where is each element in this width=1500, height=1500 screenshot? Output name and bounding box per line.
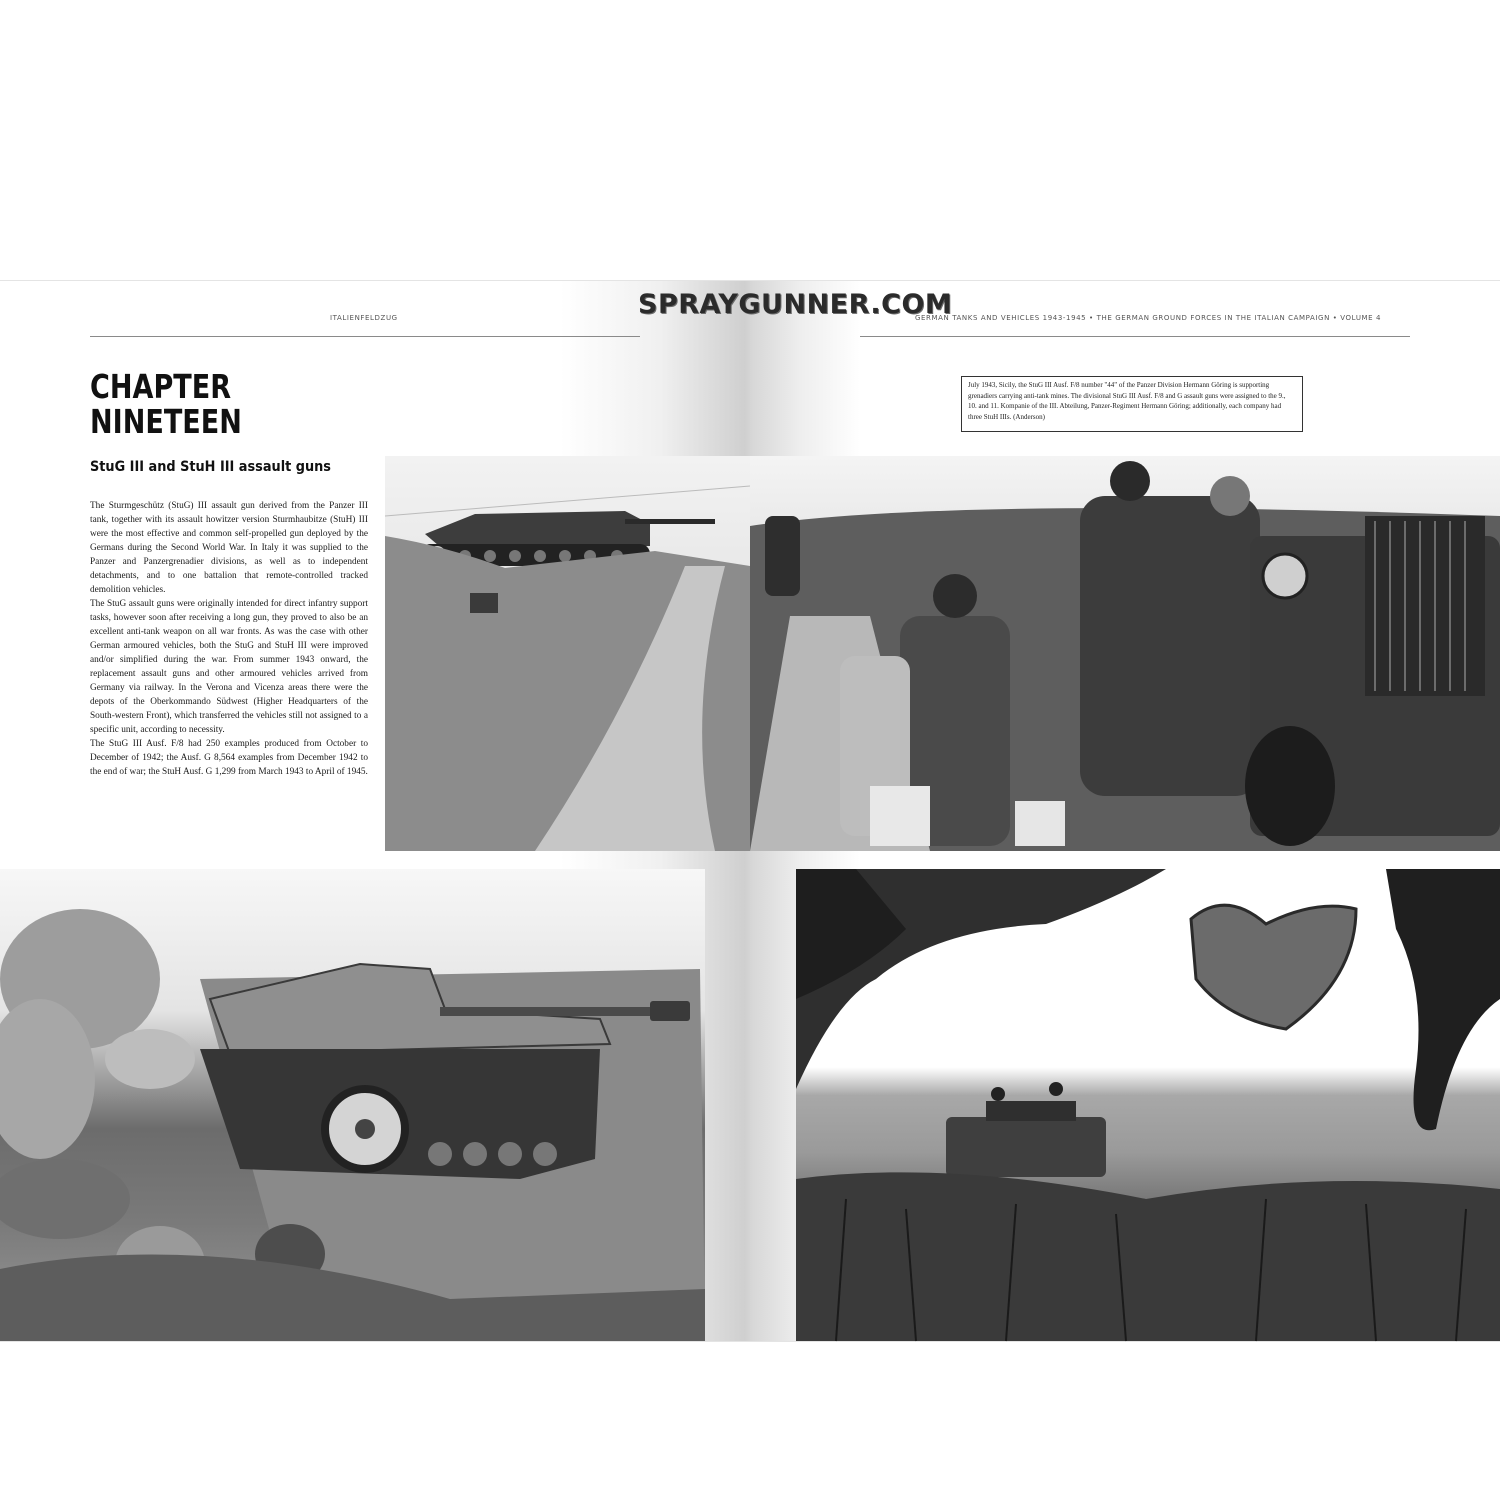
chapter-title-line-1: CHAPTER [90,367,232,406]
left-header-rule [90,336,640,337]
body-paragraph: The StuG assault guns were originally intended for direct infantry support tasks, however soon after receiving a long gun, they proved to also be an excellent anti-tank weapon on all war fronts. As was the case with other German armoured vehicles, both the StuG and StuH III were improved and/or simplified during the war. From summer 1943 onward, the replacement assault guns and other armoured vehicles arrived from Germany via railway. In the Verona and Vicenza areas there were the depots of the Oberkommando Südwest (Higher Headquarters of the South-western Front), which transferred the vehicles still not assigned to a specific unit, according to necessity. [90,599,368,735]
photo-stug-with-cactus [0,869,705,1341]
chapter-title [90,369,303,439]
right-running-head: GERMAN TANKS AND VEHICLES 1943-1945 • THE GERMAN GROUND FORCES IN THE ITALIAN CAMPAIGN • VOLUME 4 [915,314,1382,322]
book-spread [0,280,1500,1342]
watermark: SPRAYGUNNER.COM [638,289,953,320]
chapter-title-line-2: NINETEEN [90,402,242,441]
photo-stug-in-field-art [796,869,1500,1341]
photo-stug-on-road-art [385,456,750,851]
right-header-rule [860,336,1410,337]
chapter-body [90,499,368,779]
photo-soldiers-and-truck [750,456,1500,851]
section-title: StuG III and StuH III assault guns [90,459,331,475]
photo-stug-with-cactus-art [0,869,705,1341]
photo-soldiers-and-truck-art [750,456,1500,851]
photo-stug-in-field [796,869,1500,1341]
body-paragraph: The StuG III Ausf. F/8 had 250 examples produced from October to December of 1942; the Ausf. G 8,564 examples from December 1942 to the end of war; the StuH Ausf. G 1,299 from March 1943 to April of 1945. [90,739,368,777]
photo-caption: July 1943, Sicily, the StuG III Ausf. F/8 number "44" of the Panzer Division Hermann Göring is supporting grenadiers carrying anti-tank mines. The divisional StuG III Ausf. F/8 and G assault guns were assigned to the 9., 10. and 11. Kompanie of the III. Abteilung, Panzer-Regiment Hermann Göring; additionally, each company had three StuH IIIs. (Anderson) [961,376,1303,432]
body-paragraph: The Sturmgeschütz (StuG) III assault gun derived from the Panzer III tank, together with its assault howitzer version Sturmhaubitze (StuH) III were the most effective and common self-propelled gun deployed by the Germans during the Second World War. In Italy it was supplied to the Panzer and Panzergrenadier divisions, as well as to independent detachments, and to one battalion that remote-controlled tracked demolition vehicles. [90,501,368,595]
photo-stug-on-road [385,456,750,851]
left-running-head: ITALIENFELDZUG [330,314,398,322]
